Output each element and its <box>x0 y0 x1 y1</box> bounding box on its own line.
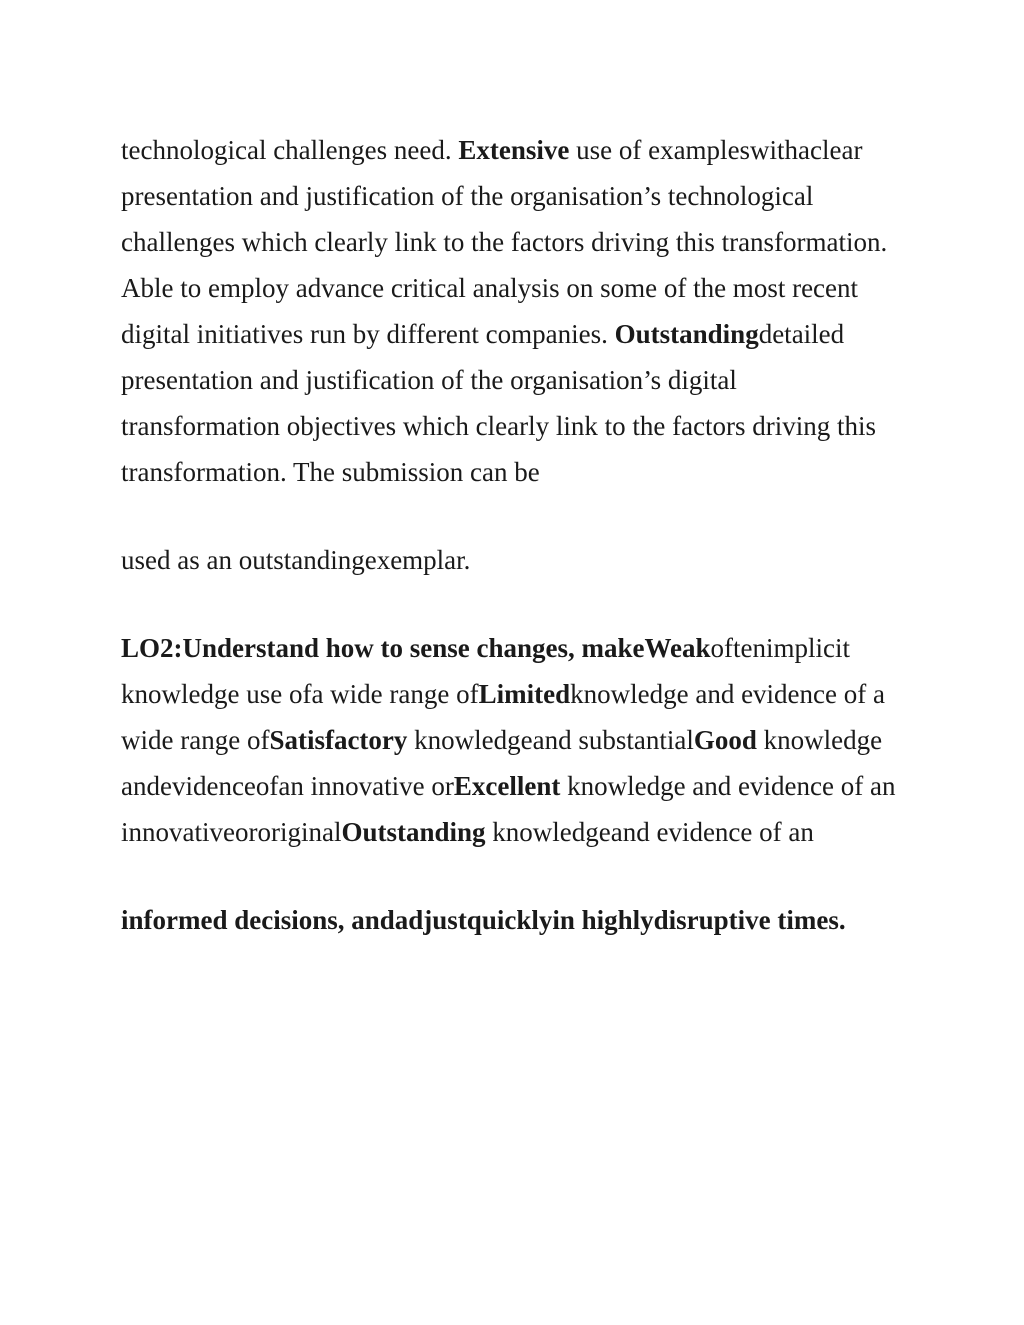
text-run: knowledgeand substantial <box>407 725 694 755</box>
paragraph-exemplar: used as an outstandingexemplar. <box>121 545 471 575</box>
bold-term-excellent: Excellent <box>453 771 561 801</box>
bold-term-limited: Limited <box>478 679 571 709</box>
paragraph-lo2-continued <box>121 897 901 943</box>
bold-term-outstanding: Outstanding <box>341 817 486 847</box>
text-run: use of exampleswithaclear presentation and justification of the organisation’s technological challenges which clearly link to the factors driving this transformation. Able to employ advance critical analysis on some of the most recent digital initiatives run by different companies. <box>121 135 888 349</box>
text-run: technological challenges need. <box>121 135 459 165</box>
lo2-heading-continued: informed decisions, andadjustquicklyin highlydisruptive times. <box>121 905 846 935</box>
lo2-heading: LO2:Understand how to sense changes, makeWeak <box>121 633 711 663</box>
text-run: knowledge and evidence of an innovativeororiginal <box>121 771 896 847</box>
document-page <box>121 127 901 943</box>
bold-term-good: Good <box>693 725 757 755</box>
paragraph-lo2 <box>121 625 901 855</box>
bold-term-satisfactory: Satisfactory <box>269 725 408 755</box>
text-run: knowledge andevidenceofan innovative or <box>121 725 883 801</box>
text-run: detailed presentation and justification of the organisation’s digital transformation objectives which clearly link to the factors driving this transformation. The submission can be <box>121 319 877 487</box>
bold-term-extensive: Extensive <box>458 135 570 165</box>
text-run: oftenimplicit knowledge use ofa wide range of <box>121 633 851 709</box>
text-run: knowledgeand evidence of an <box>485 817 814 847</box>
text-run: knowledge and evidence of a wide range of <box>121 679 885 755</box>
paragraph-assessment-criteria <box>121 127 901 495</box>
bold-term-outstanding: Outstanding <box>614 319 759 349</box>
